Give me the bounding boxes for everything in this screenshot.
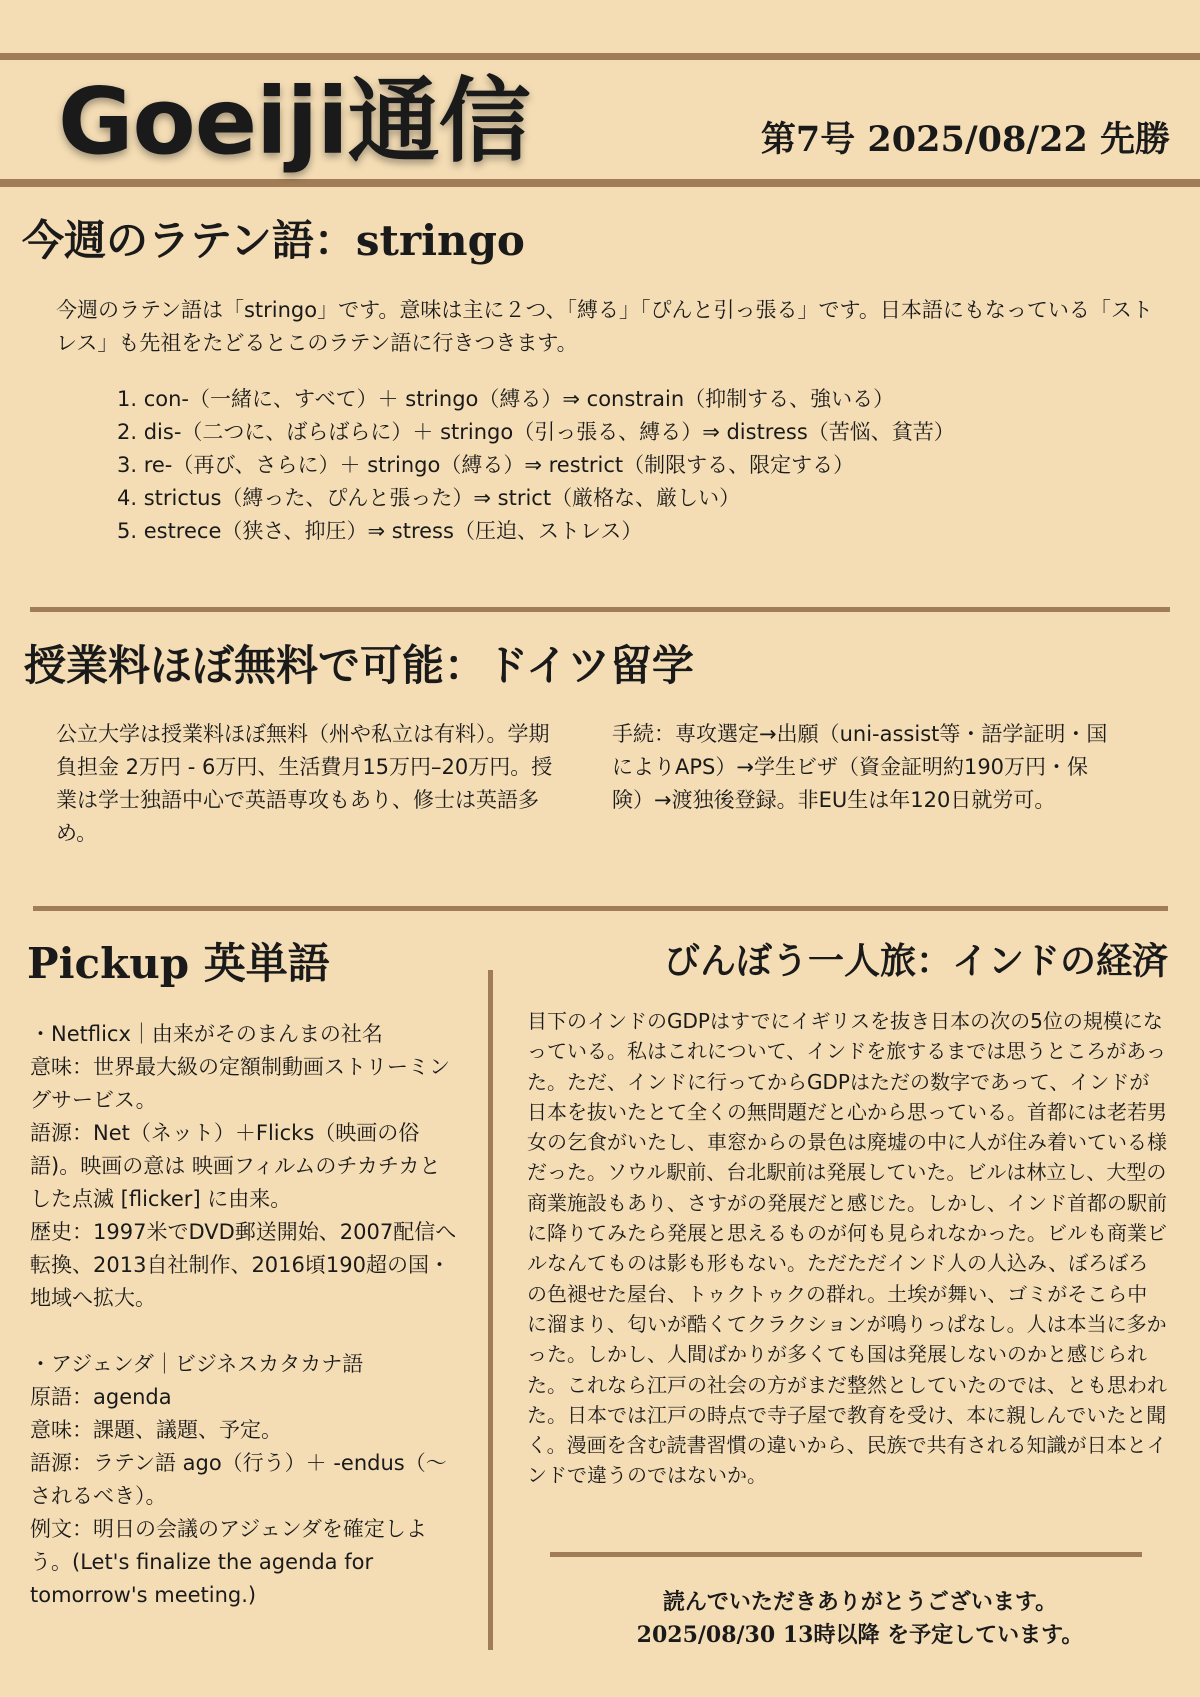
pickup-entry-netflix (30, 1018, 460, 1315)
germany-right-text: 手続：専攻選定→出願（uni-assist等・語学証明・国によりAPS）→学生ビザ（資金証明約190万円・保険）→渡独後登録。非EU生は年120日就労可。 (612, 722, 1108, 812)
closing-message (560, 1586, 1160, 1652)
entry-etymology: 語源：Net（ネット）＋Flicks（映画の俗語)。映画の意は 映画フィルムのチカチカとした点滅 [flicker] に由来。 (30, 1121, 441, 1211)
masthead-bottom-rule (0, 179, 1200, 187)
section-divider (30, 607, 1170, 612)
entry-meaning: 意味：課題、議題、予定。 (30, 1418, 282, 1442)
closing-thanks: 読んでいただきありがとうございます。 (662, 1589, 1058, 1615)
top-rule (0, 53, 1200, 60)
list-item: 4. strictus（縛った、ぴんと張った）⇒ strict（厳格な、厳しい） (117, 486, 741, 510)
list-item: 3. re-（再び、さらに）＋ stringo（縛る）⇒ restrict（制限する、限定する） (117, 453, 855, 477)
india-section-heading: びんぼう一人旅：インドの経済 (663, 940, 1168, 982)
section-divider (33, 906, 1168, 911)
next-issue-note: 2025/08/30 13時以降 を予定しています。 (636, 1622, 1084, 1648)
pickup-entries (30, 1018, 460, 1612)
pickup-entry-agenda (30, 1348, 460, 1612)
list-item: 1. con-（一緒に、すべて）＋ stringo（縛る）⇒ constrain（抑制する、強いる） (117, 387, 895, 411)
entry-title: ・Netflicx｜由来がそのまんまの社名 (30, 1022, 383, 1046)
list-item: 2. dis-（二つに、ばらばらに）＋ stringo（引っ張る、縛る）⇒ distress（苦悩、貧苦） (117, 420, 955, 444)
issue-info: 第7号 2025/08/22 先勝 (760, 119, 1170, 160)
entry-etymology: 語源：ラテン語 ago（行う）＋ -endus（～されるべき）。 (30, 1451, 447, 1508)
entry-history: 歴史：1997米でDVD郵送開始、2007配信へ転換、2013自社制作、2016頃190超の国・地域へ拡大。 (30, 1220, 457, 1310)
india-body: 目下のインドのGDPはすでにイギリスを抜き日本の次の5位の規模になっている。私はこれについて、インドを旅するまでは思うところがあった。ただ、インドに行ってからGDPはただの数字であって、インドが日本を抜いたとて全くの無問題だと心から思っている。首都には老若男女の乞食がいたし、車窓からの景色は廃墟の中に人が住み着いている様だった。ソウル駅前、台北駅前は発展していた。ビルは林立し、大型の商業施設もあり、さすがの発展だと感じた。しかし、インド首都の駅前に降りてみたら発展と思えるものが何も見られなかった。ビルも商業ビルなんてものは影も形もない。ただただインド人の人込み、ぼろぼろの色褪せた屋台、トゥクトゥクの群れ。土埃が舞い、ゴミがそこら中に溜まり、匂いが酷くてクラクションが鳴りっぱなし。人は本当に多かった。しかし、人間ばかりが多くても国は発展しないのかと感じられた。これなら江戸の社会の方がまだ整然としていたのでは、とも思われた。日本では江戸の時点で寺子屋で教育を受け、本に親しんでいたと聞く。漫画を含む読書習慣の違いから、民族で共有される知識が日本とインドで違うのではないか。 (527, 1009, 1167, 1488)
pickup-section-heading: Pickup 英単語 (27, 939, 330, 988)
latin-intro: 今週のラテン語は「stringo」です。意味は主に２つ、「縛る」「ぴんと引っ張る」です。日本語にもなっている「ストレス」も先祖をたどるとこのラテン語に行きつきます。 (56, 298, 1153, 355)
column-divider (488, 970, 493, 1650)
closing-divider (550, 1552, 1142, 1557)
latin-section-heading: 今週のラテン語：stringo (22, 216, 525, 265)
entry-example: 例文：明日の会議のアジェンダを確定しよう。(Let's finalize the agenda for tomorrow's meeting.) (30, 1517, 427, 1607)
entry-title: ・アジェンダ｜ビジネスカタカナ語 (30, 1352, 364, 1376)
germany-section-heading: 授業料ほぼ無料で可能：ドイツ留学 (24, 641, 694, 690)
latin-word-list (117, 383, 955, 548)
germany-left-text: 公立大学は授業料ほぼ無料（州や私立は有料）。学期負担金 2万円 - 6万円、生活費月15万円–20万円。授業は学士独語中心で英語専攻もあり、修士は英語多め。 (56, 722, 553, 845)
list-item: 5. estrece（狭さ、抑圧）⇒ stress（圧迫、ストレス） (117, 519, 643, 543)
entry-meaning: 意味：世界最大級の定額制動画ストリーミングサービス。 (30, 1055, 450, 1112)
newsletter-title: Goeiji通信 (58, 68, 530, 175)
entry-origin: 原語：agenda (30, 1385, 172, 1409)
